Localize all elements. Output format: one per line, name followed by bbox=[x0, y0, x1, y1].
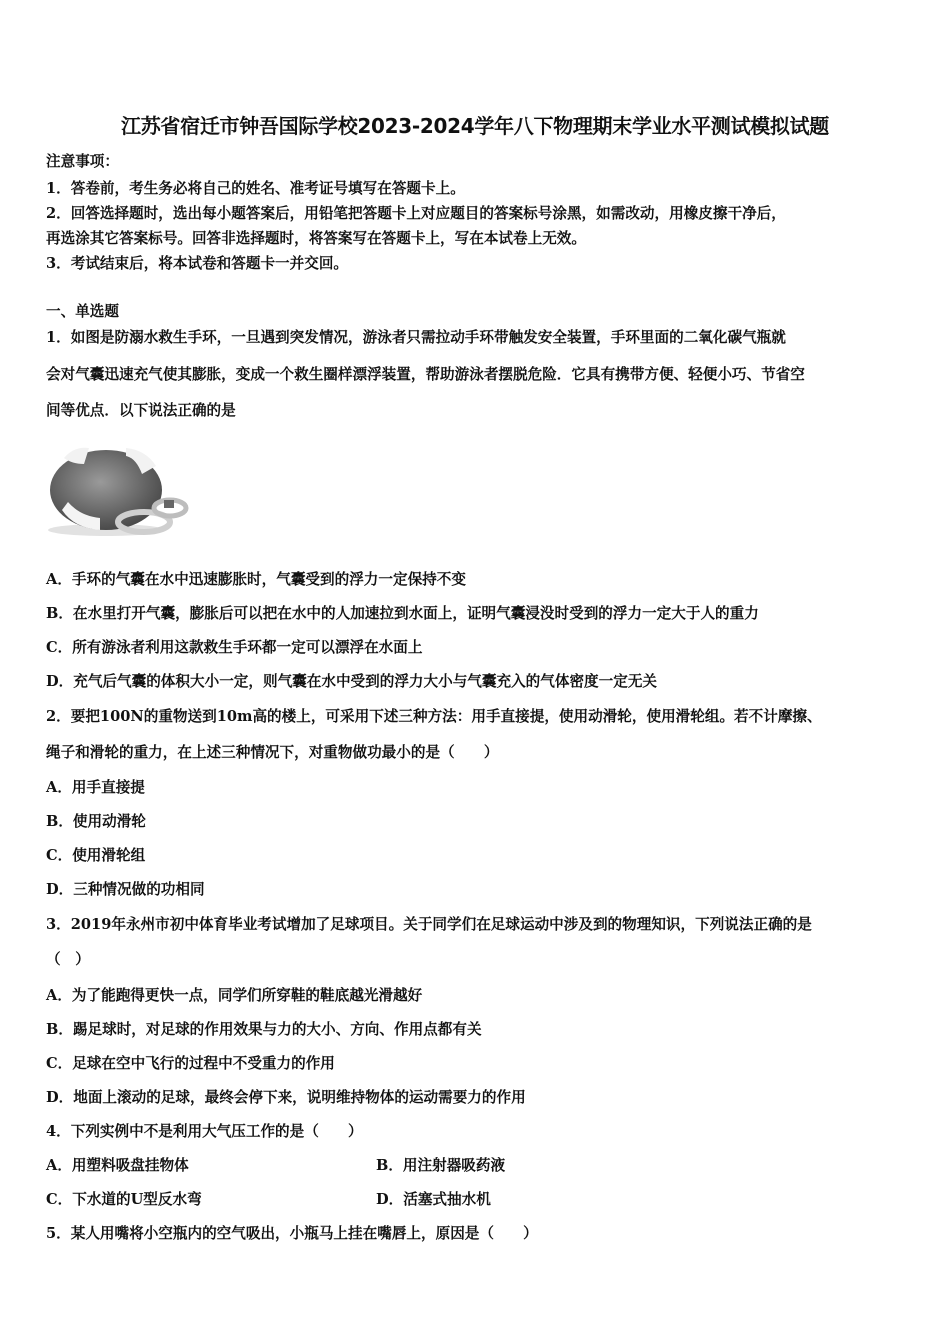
q2-option-b: B．使用动滑轮 bbox=[46, 813, 146, 830]
q3-option-b: B．踢足球时，对足球的作用效果与力的大小、方向、作用点都有关 bbox=[46, 1021, 482, 1038]
notice-item: 1．答卷前，考生务必将自己的姓名、准考证号填写在答题卡上。 bbox=[46, 180, 465, 197]
q4-option-b: B．用注射器吸药液 bbox=[376, 1157, 506, 1174]
q3-option-c: C．足球在空中飞行的过程中不受重力的作用 bbox=[46, 1055, 335, 1072]
q1-option-d: D．充气后气囊的体积大小一定，则气囊在水中受到的浮力大小与气囊充入的气体密度一定无关 bbox=[46, 673, 658, 690]
notice-item: 3．考试结束后，将本试卷和答题卡一并交回。 bbox=[46, 255, 349, 272]
notice-heading: 注意事项： bbox=[46, 153, 119, 170]
q4-option-c: C．下水道的U型反水弯 bbox=[46, 1191, 202, 1208]
notice-item: 2．回答选择题时，选出每小题答案后，用铅笔把答题卡上对应题目的答案标号涂黑，如需改动，用橡皮擦干净后， bbox=[46, 205, 786, 222]
q1-option-c: C．所有游泳者利用这款救生手环都一定可以漂浮在水面上 bbox=[46, 639, 423, 656]
section-heading: 一、单选题 bbox=[46, 303, 119, 320]
q2-option-c: C．使用滑轮组 bbox=[46, 847, 146, 864]
q3-option-d: D．地面上滚动的足球，最终会停下来，说明维持物体的运动需要力的作用 bbox=[46, 1089, 526, 1106]
q2-option-d: D．三种情况做的功相同 bbox=[46, 881, 205, 898]
rescue-wristband-figure bbox=[44, 438, 194, 540]
q2-stem-line: 绳子和滑轮的重力，在上述三种情况下，对重物做功最小的是（ ） bbox=[46, 744, 499, 761]
q3-stem-line: 3．2019年永州市初中体育毕业考试增加了足球项目。关于同学们在足球运动中涉及到的物理知识，下列说法正确的是 bbox=[46, 916, 812, 933]
q3-stem-line: （ ） bbox=[46, 951, 90, 968]
q4-stem-line: 4．下列实例中不是利用大气压工作的是（ ） bbox=[46, 1123, 363, 1140]
q1-option-a: A．手环的气囊在水中迅速膨胀时，气囊受到的浮力一定保持不变 bbox=[46, 571, 466, 588]
q2-stem-line: 2．要把100N的重物送到10m高的楼上，可采用下述三种方法：用手直接提，使用动滑轮，使用滑轮组。若不计摩擦、 bbox=[46, 708, 822, 725]
q2-option-a: A．用手直接提 bbox=[46, 779, 145, 796]
q4-option-a: A．用塑料吸盘挂物体 bbox=[46, 1157, 189, 1174]
notice-item: 再选涂其它答案标号。回答非选择题时，将答案写在答题卡上，写在本试卷上无效。 bbox=[46, 230, 586, 247]
q3-option-a: A．为了能跑得更快一点，同学们所穿鞋的鞋底越光滑越好 bbox=[46, 987, 423, 1004]
q5-stem-line: 5．某人用嘴将小空瓶内的空气吸出，小瓶马上挂在嘴唇上，原因是（ ） bbox=[46, 1225, 538, 1242]
q4-option-d: D．活塞式抽水机 bbox=[376, 1191, 491, 1208]
q1-stem-line: 会对气囊迅速充气使其膨胀，变成一个救生圈样漂浮装置，帮助游泳者摆脱危险．它具有携带方便、轻便小巧、节省空 bbox=[46, 366, 805, 383]
q1-option-b: B．在水里打开气囊，膨胀后可以把在水中的人加速拉到水面上，证明气囊浸没时受到的浮力一定大于人的重力 bbox=[46, 605, 759, 622]
page-title: 江苏省宿迁市钟吾国际学校2023-2024学年八下物理期末学业水平测试模拟试题 bbox=[121, 114, 829, 138]
wristband-clasp bbox=[164, 500, 174, 508]
q1-stem-line: 间等优点．以下说法正确的是 bbox=[46, 402, 236, 419]
q1-stem-line: 1．如图是防溺水救生手环，一旦遇到突发情况，游泳者只需拉动手环带触发安全装置，手环里面的二氧化碳气瓶就 bbox=[46, 329, 786, 346]
